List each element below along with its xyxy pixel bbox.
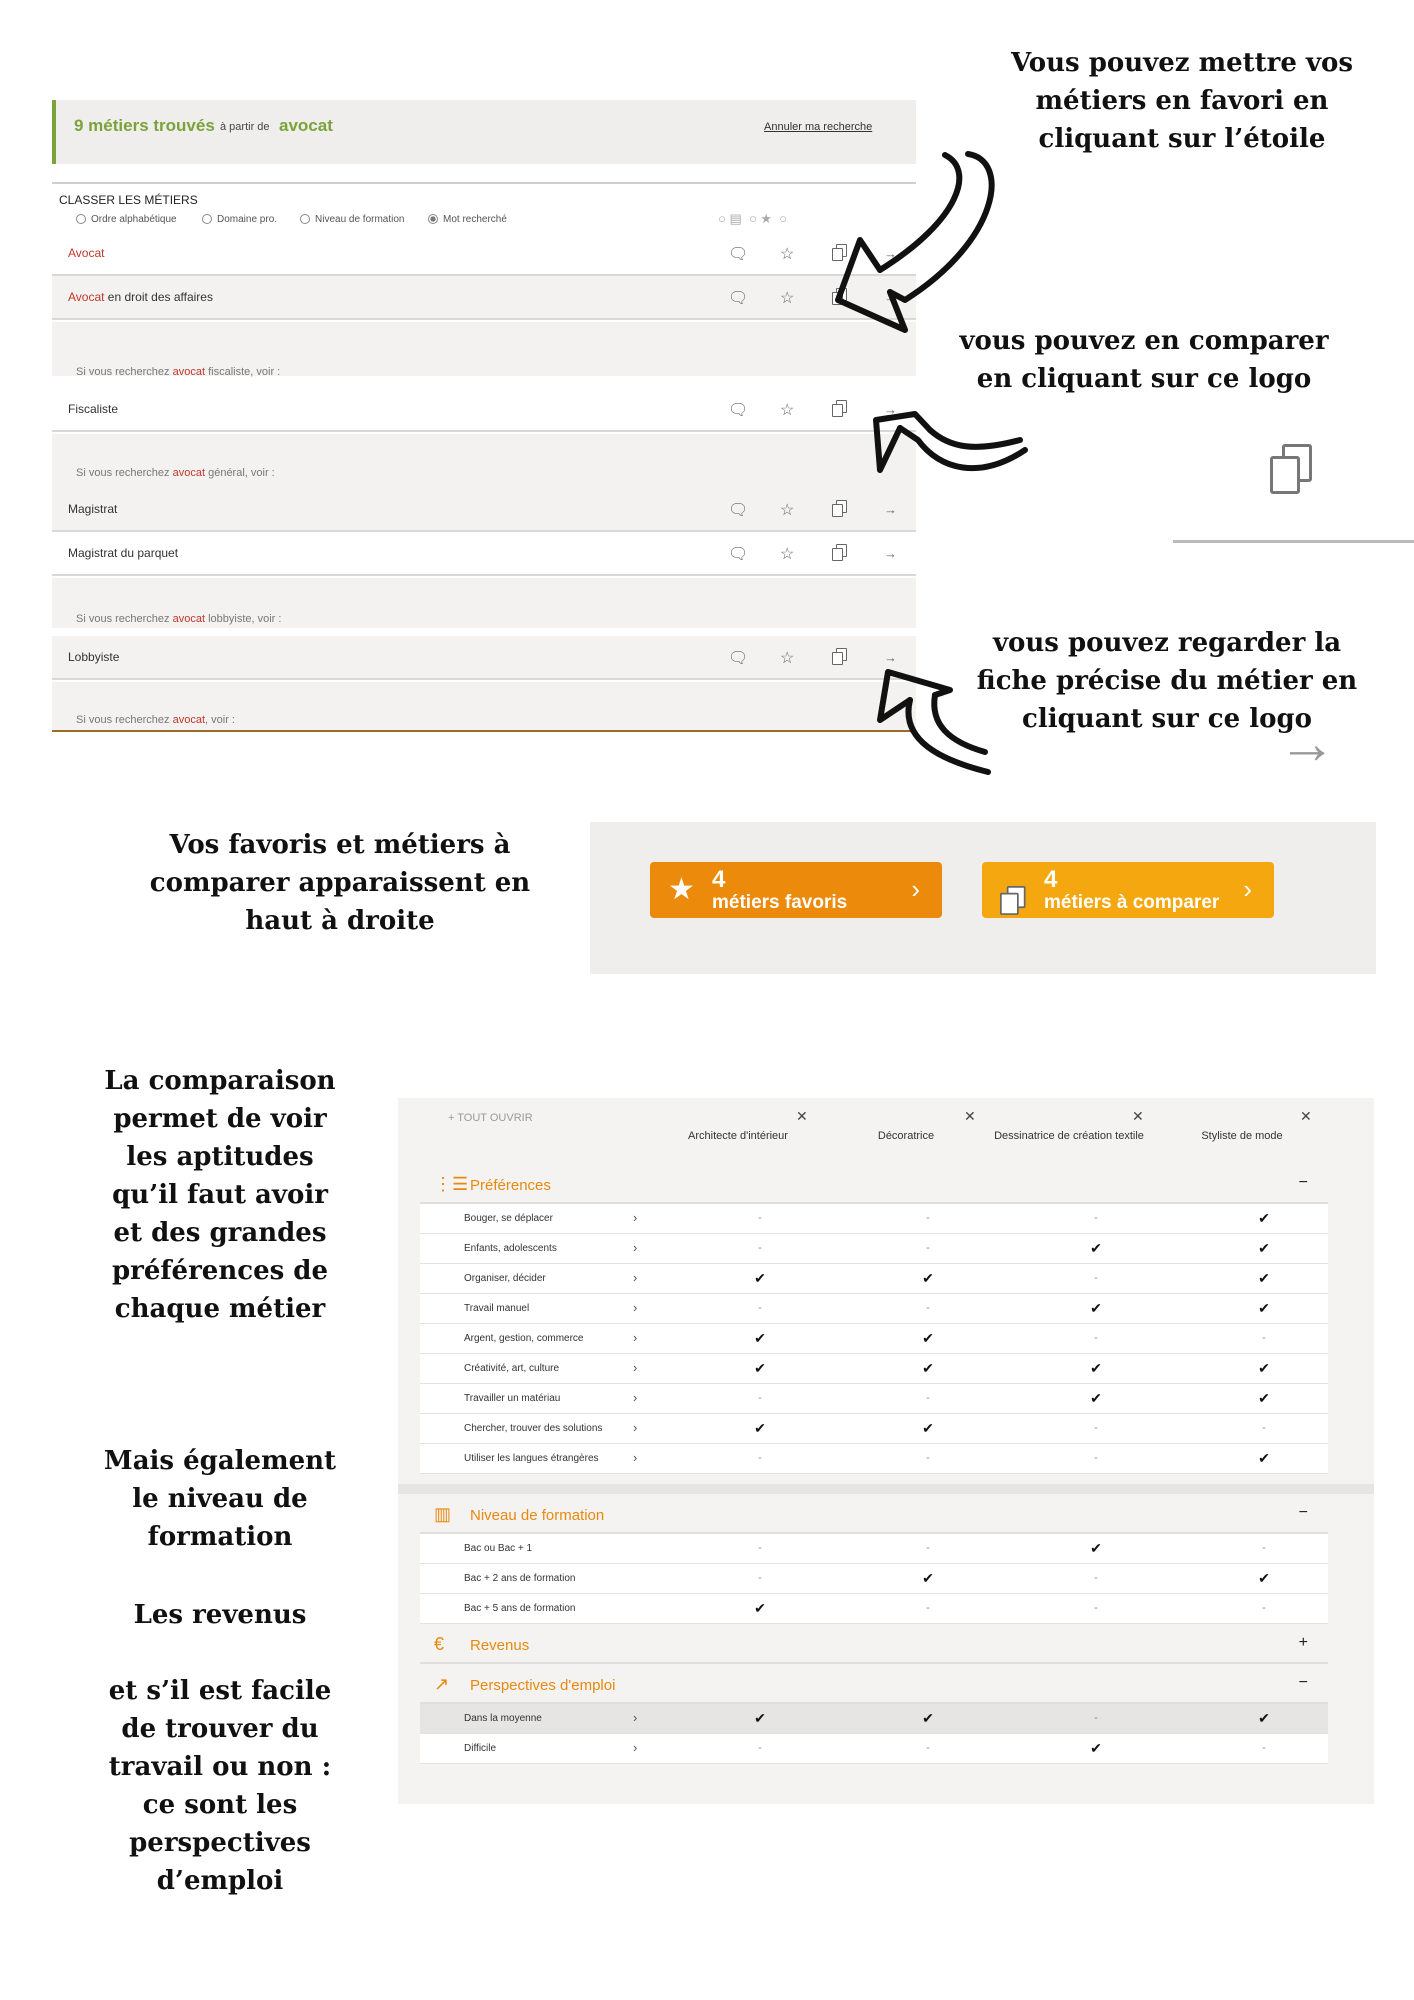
results-count: 9 métiers trouvés xyxy=(74,116,215,135)
compare-count: 4 xyxy=(1044,866,1058,893)
close-icon[interactable]: ✕ xyxy=(1300,1108,1312,1124)
chevron-right-icon[interactable]: › xyxy=(633,1300,638,1315)
column-header: Styliste de mode xyxy=(1201,1130,1283,1142)
dash-mark: - xyxy=(758,1212,762,1224)
favorites-button[interactable] xyxy=(650,862,942,918)
row-label: Travail manuel xyxy=(464,1303,530,1314)
chevron-right-icon[interactable]: › xyxy=(633,1360,638,1375)
hand-arrow-icon xyxy=(880,672,950,720)
check-icon: ✔ xyxy=(1258,1710,1270,1726)
results-term: avocat xyxy=(279,116,333,135)
dash-mark: - xyxy=(1094,1332,1098,1344)
chevron-right-icon[interactable]: › xyxy=(633,1420,638,1435)
arrow-right-icon[interactable]: → xyxy=(884,546,897,561)
check-icon: ✔ xyxy=(1258,1570,1270,1586)
column-header: Décoratrice xyxy=(877,1130,935,1142)
result-name: Magistrat du parquet xyxy=(68,546,179,560)
check-icon: ✔ xyxy=(1258,1240,1270,1256)
row-label: Bouger, se déplacer xyxy=(464,1213,553,1224)
check-icon: ✔ xyxy=(1258,1270,1270,1286)
section-title: Préférences xyxy=(470,1177,551,1194)
sort-title: CLASSER LES MÉTIERS xyxy=(59,193,198,207)
section-header[interactable] xyxy=(420,1668,1328,1704)
row-label: Argent, gestion, commerce xyxy=(464,1333,584,1344)
note-revenus: Les revenus xyxy=(133,1600,307,1630)
favorites-label: métiers favoris xyxy=(712,892,848,913)
row-label: Organiser, décider xyxy=(464,1273,546,1284)
check-icon: ✔ xyxy=(1258,1300,1270,1316)
note-perspectives: et s’il est facile de trouver du travail ou non : ce sont les perspectives d’emploi xyxy=(108,1676,332,1896)
check-icon: ✔ xyxy=(922,1330,934,1346)
arrow-right-icon[interactable]: → xyxy=(884,502,897,517)
column-header: Architecte d'intérieur xyxy=(688,1130,788,1142)
section-toggle[interactable]: − xyxy=(1298,1674,1308,1691)
table-row[interactable] xyxy=(420,1704,1328,1734)
dash-mark: - xyxy=(1262,1542,1266,1554)
dash-mark: - xyxy=(758,1242,762,1254)
check-icon: ✔ xyxy=(922,1710,934,1726)
dash-mark: - xyxy=(1094,1272,1098,1284)
check-icon: ✔ xyxy=(1090,1360,1102,1376)
section-icon: ↗ xyxy=(434,1674,450,1694)
table-row[interactable] xyxy=(420,1204,1328,1234)
hand-arrow-icon xyxy=(838,240,905,330)
hand-arrow-icon xyxy=(934,695,985,752)
hand-arrow-icon xyxy=(930,430,1020,447)
table-row[interactable] xyxy=(420,1234,1328,1264)
dash-mark: - xyxy=(926,1242,930,1254)
check-icon: ✔ xyxy=(754,1710,766,1726)
row-label: Chercher, trouver des solutions xyxy=(464,1423,603,1434)
star-icon[interactable]: ☆ xyxy=(780,502,795,519)
cancel-search-link[interactable]: Annuler ma recherche xyxy=(764,121,873,133)
comment-icon[interactable]: 🗨 xyxy=(728,246,749,263)
star-icon[interactable]: ☆ xyxy=(780,290,795,307)
check-icon: ✔ xyxy=(1090,1540,1102,1556)
search-hint: Si vous recherchez avocat, voir : xyxy=(76,714,235,726)
section-icon: € xyxy=(434,1634,445,1654)
chevron-right-icon[interactable]: › xyxy=(633,1240,638,1255)
table-row[interactable] xyxy=(420,1564,1328,1594)
row-label: Bac + 2 ans de formation xyxy=(464,1573,576,1584)
section-title: Perspectives d'emploi xyxy=(470,1677,616,1694)
dash-mark: - xyxy=(1262,1422,1266,1434)
result-name: Avocat en droit des affaires xyxy=(68,290,213,304)
table-row[interactable] xyxy=(420,1444,1328,1474)
check-icon: ✔ xyxy=(1258,1360,1270,1376)
check-icon: ✔ xyxy=(922,1420,934,1436)
row-label: Utiliser les langues étrangères xyxy=(464,1453,599,1464)
compare-label: métiers à comparer xyxy=(1044,892,1220,913)
search-hint: Si vous recherchez avocat lobbyiste, voir : xyxy=(76,613,282,625)
copy-icon xyxy=(1000,876,1014,910)
divider xyxy=(1173,540,1414,543)
dash-mark: - xyxy=(758,1302,762,1314)
dash-mark: - xyxy=(926,1212,930,1224)
check-icon: ✔ xyxy=(754,1420,766,1436)
check-icon: ✔ xyxy=(754,1270,766,1286)
check-icon: ✔ xyxy=(754,1330,766,1346)
section-toggle[interactable]: + xyxy=(1298,1634,1308,1651)
arrow-right-icon[interactable]: → xyxy=(884,650,897,665)
table-row[interactable] xyxy=(420,1264,1328,1294)
section-toggle[interactable]: − xyxy=(1298,1174,1308,1191)
arrow-right-icon[interactable]: → xyxy=(884,402,897,417)
table-row[interactable] xyxy=(420,1354,1328,1384)
table-row[interactable] xyxy=(420,1734,1328,1764)
arrow-right-icon[interactable]: → xyxy=(884,290,897,305)
star-icon: ★ xyxy=(668,873,695,906)
section-header[interactable] xyxy=(420,1498,1328,1534)
dash-mark: - xyxy=(758,1452,762,1464)
check-icon: ✔ xyxy=(1090,1300,1102,1316)
chevron-right-icon[interactable]: › xyxy=(633,1390,638,1405)
row-label: Bac + 5 ans de formation xyxy=(464,1603,576,1614)
sort-option-label: Mot recherché xyxy=(443,214,507,225)
dash-mark: - xyxy=(1094,1452,1098,1464)
dash-mark: - xyxy=(1262,1742,1266,1754)
comment-icon[interactable]: 🗨 xyxy=(728,650,749,667)
section-header[interactable] xyxy=(420,1628,1328,1664)
sort-option-label: Niveau de formation xyxy=(315,214,405,225)
note-favorite: Vous pouvez mettre vos métiers en favori en cliquant sur l’étoile xyxy=(1010,48,1354,154)
favorites-count: 4 xyxy=(712,866,726,893)
favorites-bar xyxy=(590,822,1376,974)
check-icon: ✔ xyxy=(1090,1740,1102,1756)
dash-mark: - xyxy=(758,1572,762,1584)
view-filter-radios[interactable]: ○ ▤ ○ ★ ○ xyxy=(718,211,788,226)
row-label: Bac ou Bac + 1 xyxy=(464,1543,533,1554)
dash-mark: - xyxy=(926,1452,930,1464)
star-icon[interactable]: ☆ xyxy=(780,546,795,563)
expand-all-button[interactable]: + TOUT OUVRIR xyxy=(448,1112,533,1124)
chevron-right-icon: › xyxy=(1243,874,1252,904)
dash-mark: - xyxy=(1262,1602,1266,1614)
search-hint: Si vous recherchez avocat général, voir : xyxy=(76,467,275,479)
result-name: Avocat xyxy=(68,246,105,260)
chevron-right-icon[interactable]: › xyxy=(633,1210,638,1225)
row-label: Dans la moyenne xyxy=(464,1713,542,1724)
note-detail: vous pouvez regarder la fiche précise du métier en cliquant sur ce logo xyxy=(976,628,1358,734)
check-icon: ✔ xyxy=(754,1600,766,1616)
section-toggle[interactable]: − xyxy=(1298,1504,1308,1521)
search-hint: Si vous recherchez avocat fiscaliste, voir : xyxy=(76,366,281,378)
check-icon: ✔ xyxy=(754,1360,766,1376)
chevron-right-icon[interactable]: › xyxy=(633,1270,638,1285)
result-name: Lobbyiste xyxy=(68,650,120,664)
table-row[interactable] xyxy=(420,1414,1328,1444)
table-row[interactable] xyxy=(420,1594,1328,1624)
arrow-right-icon[interactable]: → xyxy=(884,246,897,261)
star-icon[interactable]: ☆ xyxy=(780,402,795,419)
check-icon: ✔ xyxy=(1258,1390,1270,1406)
result-name: Magistrat xyxy=(68,502,118,516)
table-row[interactable] xyxy=(420,1534,1328,1564)
comment-icon[interactable]: 🗨 xyxy=(728,546,749,563)
chevron-right-icon[interactable]: › xyxy=(633,1710,638,1725)
check-icon: ✔ xyxy=(1090,1390,1102,1406)
close-icon[interactable]: ✕ xyxy=(796,1108,808,1124)
check-icon: ✔ xyxy=(922,1270,934,1286)
hand-arrow-icon xyxy=(880,155,959,270)
result-name: Fiscaliste xyxy=(68,402,119,416)
column-header: Dessinatrice de création textile xyxy=(994,1130,1144,1142)
section-icon: ⋮☰ xyxy=(434,1174,469,1194)
check-icon: ✔ xyxy=(922,1360,934,1376)
star-icon[interactable]: ☆ xyxy=(780,246,795,263)
dash-mark: - xyxy=(758,1542,762,1554)
comment-icon[interactable]: 🗨 xyxy=(728,290,749,307)
dash-mark: - xyxy=(926,1602,930,1614)
dash-mark: - xyxy=(1094,1422,1098,1434)
dash-mark: - xyxy=(926,1742,930,1754)
section-icon: ▥ xyxy=(434,1504,452,1524)
row-label: Travailler un matériau xyxy=(464,1393,561,1404)
row-label: Difficile xyxy=(464,1743,497,1754)
check-icon: ✔ xyxy=(1258,1450,1270,1466)
dash-mark: - xyxy=(926,1392,930,1404)
comment-icon[interactable]: 🗨 xyxy=(728,502,749,519)
check-icon: ✔ xyxy=(922,1570,934,1586)
check-icon: ✔ xyxy=(1258,1210,1270,1226)
dash-mark: - xyxy=(1262,1332,1266,1344)
check-icon: ✔ xyxy=(1090,1240,1102,1256)
chevron-right-icon: › xyxy=(911,874,920,904)
table-row[interactable] xyxy=(420,1324,1328,1354)
copy-icon xyxy=(1270,444,1314,496)
comment-icon[interactable]: 🗨 xyxy=(728,402,749,419)
note-niveau: Mais également le niveau de formation xyxy=(103,1446,337,1552)
dash-mark: - xyxy=(758,1392,762,1404)
chevron-right-icon[interactable]: › xyxy=(633,1740,638,1755)
sort-option-label: Domaine pro. xyxy=(217,214,278,225)
dash-mark: - xyxy=(926,1302,930,1314)
scrollbar[interactable] xyxy=(398,1484,1374,1494)
section-title: Revenus xyxy=(470,1637,530,1654)
row-label: Enfants, adolescents xyxy=(464,1243,557,1254)
results-from-label: à partir de xyxy=(220,121,270,133)
note-compare: vous pouvez en comparer en cliquant sur ce logo xyxy=(959,326,1329,394)
table-row[interactable] xyxy=(420,1384,1328,1414)
section-header[interactable] xyxy=(420,1168,1328,1204)
dash-mark: - xyxy=(1094,1602,1098,1614)
arrow-right-icon: → xyxy=(1278,711,1336,776)
row-label: Créativité, art, culture xyxy=(464,1363,560,1374)
dash-mark: - xyxy=(758,1742,762,1754)
note-topright: Vos favoris et métiers à comparer apparaissent en haut à droite xyxy=(149,830,531,936)
dash-mark: - xyxy=(926,1542,930,1554)
hand-arrow-icon xyxy=(890,154,992,300)
section-title: Niveau de formation xyxy=(470,1507,605,1524)
chevron-right-icon[interactable]: › xyxy=(633,1450,638,1465)
close-icon[interactable]: ✕ xyxy=(1132,1108,1144,1124)
chevron-right-icon[interactable]: › xyxy=(633,1330,638,1345)
comparison-table xyxy=(398,1098,1374,1804)
table-row[interactable] xyxy=(420,1294,1328,1324)
compare-button[interactable] xyxy=(982,862,1274,918)
dash-mark: - xyxy=(1094,1712,1098,1724)
sort-option-label: Ordre alphabétique xyxy=(91,214,177,225)
note-aptitudes: La comparaison permet de voir les aptitudes qu’il faut avoir et des grandes préférences de chaque métier xyxy=(104,1066,336,1324)
close-icon[interactable]: ✕ xyxy=(964,1108,976,1124)
dash-mark: - xyxy=(1094,1212,1098,1224)
dash-mark: - xyxy=(1094,1572,1098,1584)
star-icon[interactable]: ☆ xyxy=(780,650,795,667)
